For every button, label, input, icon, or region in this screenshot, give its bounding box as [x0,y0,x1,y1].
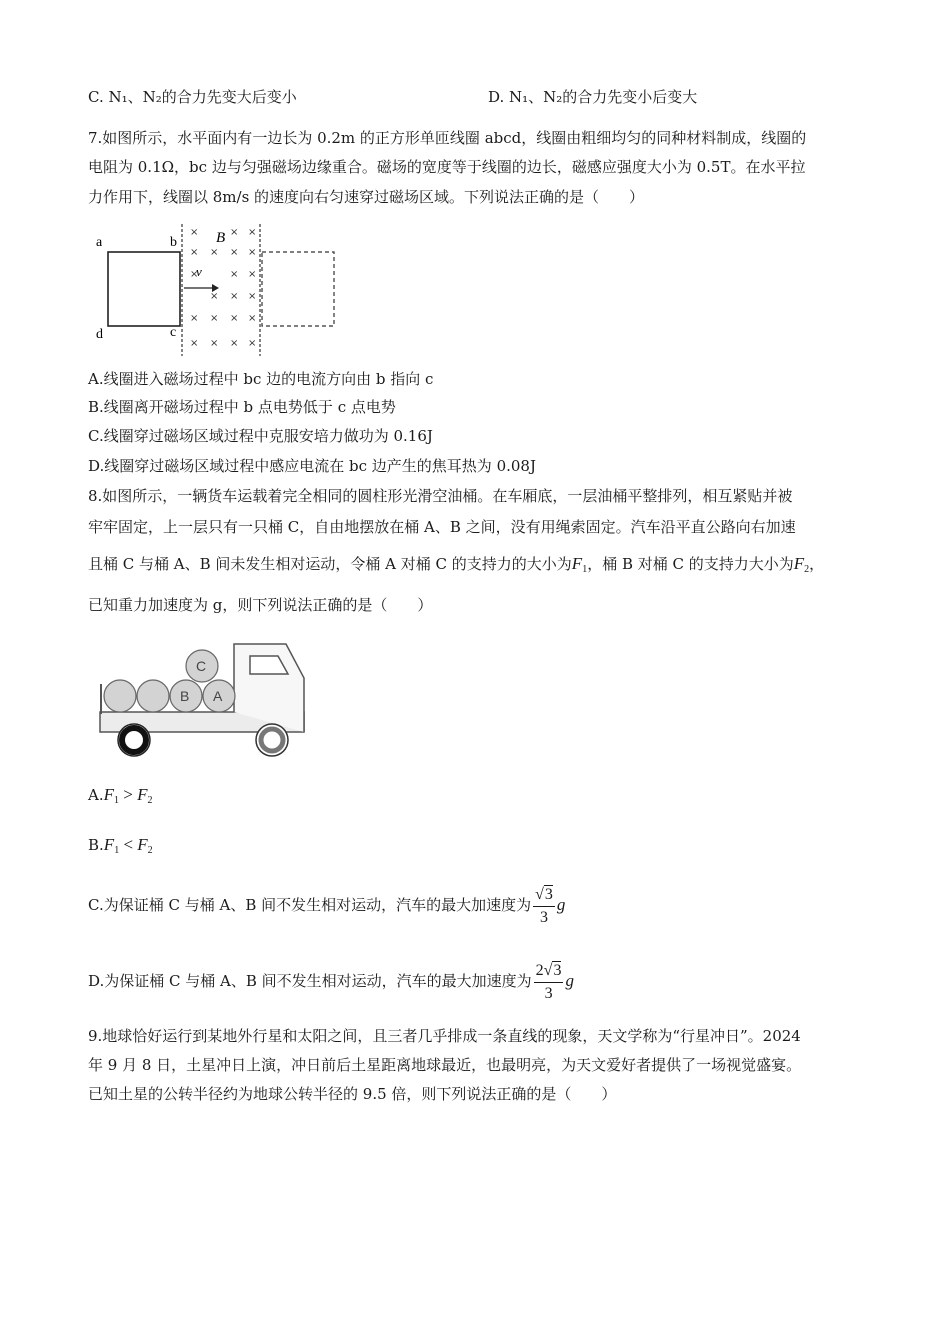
label-b: b [170,235,177,250]
cross: × [230,227,239,238]
q8-truck-figure [96,638,308,760]
q8-line3-a: 且桶 C 与桶 A、B 间未发生相对运动，令桶 A 对桶 C 的支持力的大小为 [88,555,572,573]
cross: × [230,269,239,280]
q7-option-d: D.线圈穿过磁场区域过程中感应电流在 bc 边产生的焦耳热为 0.08J [88,457,536,475]
cross: × [210,313,219,324]
q8-line3-b: ，桶 B 对桶 C 的支持力大小为 [587,555,794,573]
cross: × [248,227,257,238]
f2-symbol: $F_2$ [793,554,810,575]
cross: × [210,247,219,258]
q8-option-a: $A.F_1 > F_2$ [88,785,153,806]
q7-option-c: C.线圈穿过磁场区域过程中克服安培力做功为 0.16J [88,427,433,445]
coil-abcd [108,252,180,326]
barrel-1 [104,680,136,712]
q8-line3-c: ， [809,555,825,573]
q8-stem-line2: 牢牢固定，上一层只有一只桶 C，自由地摆放在桶 A、B 之间，没有用绳索固定。汽车沿平直公路向右加速 [88,518,796,536]
barrel-a-label: A [213,688,223,704]
cross: × [190,313,199,324]
q8-option-c: C.为保证桶 C 与桶 A、B 间不发生相对运动，汽车的最大加速度为 $\frac{√3}{3}$ g [88,882,565,929]
q8-stem-line3 [88,554,824,580]
q7-option-a: A.线圈进入磁场过程中 bc 边的电流方向由 b 指向 c [88,370,434,388]
label-B: B [216,230,226,246]
q7-stem-line2: 电阻为 0.1Ω，bc 边与匀强磁场边缘重合。磁场的宽度等于线圈的边长，磁感应强度大小为 0.5T。在水平拉 [88,158,806,176]
q8-option-b: $B.F_1 < F_2$ [88,835,153,856]
cross: × [210,291,219,302]
q6-option-d: D. N₁、N₂的合力先变小后变大 [488,88,698,106]
cross: × [230,247,239,258]
cross: × [230,338,239,349]
sqrt3-over-3-fraction: $\frac{√3}{3}$ [535,885,553,926]
q7-coil-field-figure [92,222,342,360]
cross: × [210,338,219,349]
cross: × [190,227,199,238]
coil-exit-position [262,252,334,326]
label-v: v [196,264,202,279]
label-c: c [170,325,177,340]
q7-stem-line3: 力作用下，线圈以 8m/s 的速度向右匀速穿过磁场区域。下列说法正确的是（ ） [88,188,645,206]
truck-front-panel [100,684,102,714]
cross: × [248,338,257,349]
q8-stem-line4: 已知重力加速度为 g，则下列说法正确的是（ ） [88,596,433,614]
cross: × [230,313,239,324]
q6-option-c: C. N₁、N₂的合力先变大后变小 [88,88,297,106]
cross: × [248,291,257,302]
q7-stem-line1: 7.如图所示，水平面内有一边长为 0.2m 的正方形单匝线圈 abcd，线圈由粗细均匀的同种材料制成，线圈的 [88,129,807,147]
f1-symbol: $F_1$ [571,554,588,575]
cross: × [248,269,257,280]
q8-stem-line1: 8.如图所示，一辆货车运载着完全相同的圆柱形光滑空油桶。在车厢底，一层油桶平整排列，相互紧贴并被 [88,487,793,505]
cross: × [190,338,199,349]
cross: × [230,291,239,302]
barrel-b-label: B [180,688,190,704]
two-sqrt3-over-3-fraction: $\frac{2√3}{3}$ [535,961,562,1002]
cross: × [248,313,257,324]
q9-stem-line3: 已知土星的公转半径约为地球公转半径的 9.5 倍，则下列说法正确的是（ ） [88,1085,617,1103]
barrel-c-label: C [196,658,207,674]
q8-option-d: D.为保证桶 C 与桶 A、B 间不发生相对运动，汽车的最大加速度为 $\frac{2√3}{3}$ g [88,958,574,1005]
label-a: a [96,235,103,250]
barrel-2 [137,680,169,712]
q9-stem-line1: 9.地球恰好运行到某地外行星和太阳之间，且三者几乎排成一条直线的现象，天文学称为“行星冲日”。2024 [88,1027,801,1045]
cross: × [248,247,257,258]
q7-option-b: B.线圈离开磁场过程中 b 点电势低于 c 点电势 [88,398,396,416]
cross: × [190,269,199,280]
cross: × [190,247,199,258]
q9-stem-line2: 年 9 月 8 日，土星冲日上演，冲日前后土星距离地球最近，也最明亮，为天文爱好者提供了一场视觉盛宴。 [88,1056,802,1074]
label-d: d [96,327,103,342]
